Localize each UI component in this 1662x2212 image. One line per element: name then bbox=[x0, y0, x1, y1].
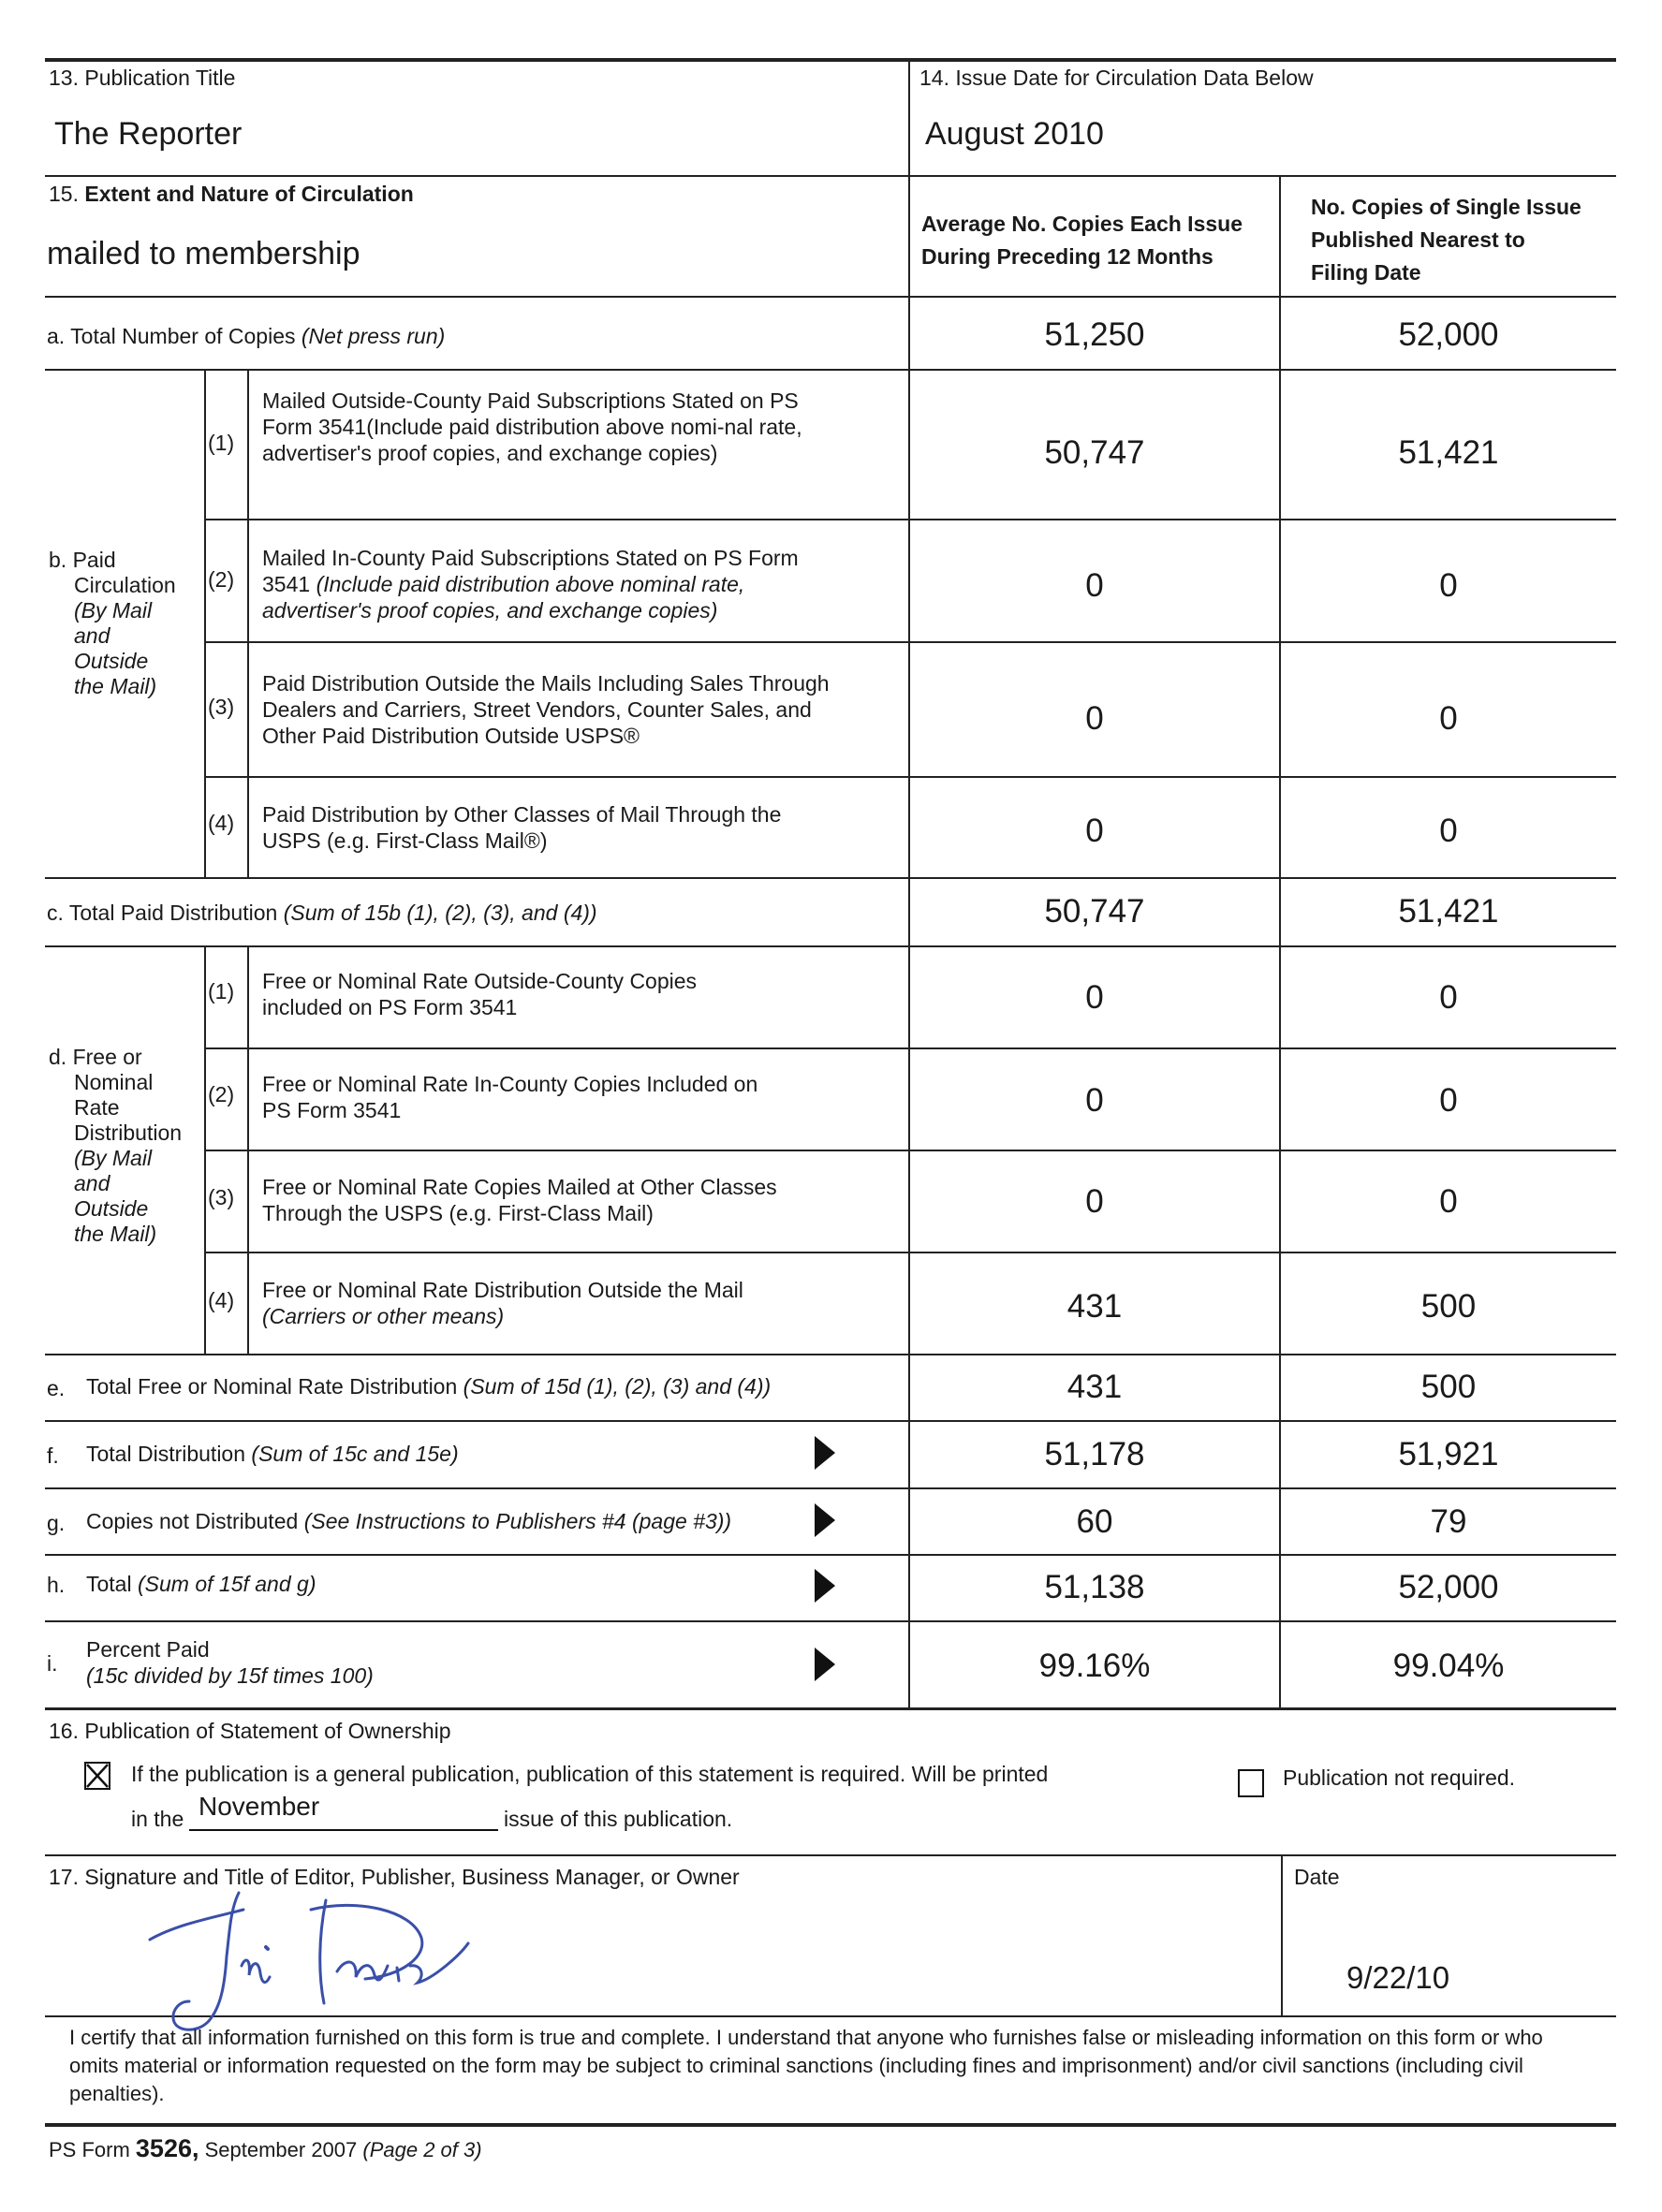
row-i-label bbox=[86, 1636, 374, 1689]
b1-number: (1) bbox=[208, 431, 235, 455]
row-i-single: 99.04% bbox=[1392, 1648, 1505, 1684]
group-b-label-line: and bbox=[74, 623, 110, 648]
group-d-label-line: Distribution bbox=[74, 1121, 183, 1145]
b3-avg: 0 bbox=[1085, 700, 1104, 737]
row-i-label-italic: (15c divided by 15f times 100) bbox=[86, 1663, 374, 1688]
col-d-letter bbox=[204, 945, 206, 1355]
certification-text: I certify that all information furnished on this form is true and complete. I understand that anyone who furnishes false or misleading information on this form or who omits material or information requested on the form may be subject to criminal sanctions (including fines and imprisonment) and/or civil sanctions (including civil penalties). bbox=[69, 2026, 1543, 2105]
rule-after-i bbox=[45, 1707, 1616, 1710]
b2-text-italic: (Include paid distribution above nominal rate, advertiser's proof copies, and exchange copies) bbox=[262, 572, 745, 623]
group-b-label-line: Circulation bbox=[74, 573, 176, 597]
row-h-arrow-icon bbox=[815, 1569, 835, 1603]
d4-avg: 431 bbox=[1066, 1288, 1123, 1325]
b1-single: 51,421 bbox=[1398, 434, 1499, 471]
extent-label bbox=[49, 182, 414, 207]
row-h-single: 52,000 bbox=[1398, 1569, 1499, 1605]
b4-avg: 0 bbox=[1085, 813, 1104, 849]
row-h-label-italic: (Sum of 15f and g) bbox=[137, 1572, 316, 1596]
row-i-label-text: Percent Paid bbox=[86, 1637, 210, 1662]
group-b-label-line: the Mail) bbox=[74, 674, 157, 698]
b2-text: Mailed In-County Paid Subscriptions Stated on PS Form 3541 bbox=[262, 546, 799, 596]
row-e-letter: e. bbox=[47, 1376, 66, 1400]
row-f-letter: f. bbox=[47, 1443, 59, 1468]
col-date-divider bbox=[1281, 1854, 1283, 2017]
group-d-label-line: the Mail) bbox=[74, 1222, 157, 1246]
group-d-label-line: d. Free or bbox=[49, 1045, 142, 1069]
row-f-label-italic: (Sum of 15c and 15e) bbox=[251, 1442, 459, 1466]
row-f-avg: 51,178 bbox=[1044, 1436, 1145, 1472]
b4-single: 0 bbox=[1439, 813, 1458, 849]
col2-header-line: Filing Date bbox=[1311, 260, 1421, 285]
b2-number: (2) bbox=[208, 567, 235, 592]
col-b-letter bbox=[204, 369, 206, 879]
rule-after-c bbox=[45, 945, 1616, 947]
row-g-label-italic: (See Instructions to Publishers #4 (page #3)) bbox=[303, 1509, 732, 1533]
extent-label-bold: Extent and Nature of Circulation bbox=[84, 182, 414, 206]
d4-number: (4) bbox=[208, 1288, 235, 1312]
col1-header-line: Average No. Copies Each Issue bbox=[921, 212, 1243, 236]
sec16-issue-suffix: issue of this publication. bbox=[504, 1807, 733, 1831]
group-d-label-line: (By Mail bbox=[74, 1146, 153, 1170]
row-a-single: 52,000 bbox=[1398, 316, 1499, 353]
form-footer bbox=[49, 2134, 482, 2163]
group-d-label-line: Rate bbox=[74, 1095, 120, 1120]
b4-number: (4) bbox=[208, 811, 235, 835]
signature-stroke-d bbox=[311, 1900, 422, 2003]
general-publication-checkbox[interactable] bbox=[84, 1762, 110, 1790]
group-b-label bbox=[49, 548, 176, 699]
sec16-label: 16. Publication of Statement of Ownership bbox=[49, 1719, 451, 1743]
row-f-arrow-icon bbox=[815, 1436, 835, 1470]
issue-date-label: 14. Issue Date for Circulation Data Below bbox=[919, 66, 1314, 90]
d2-text: Free or Nominal Rate In-County Copies Included on PS Form 3541 bbox=[262, 1072, 758, 1122]
d1-description bbox=[262, 968, 712, 1020]
extent-value: mailed to membership bbox=[47, 236, 360, 271]
row-g-single: 79 bbox=[1430, 1503, 1467, 1540]
d1-single: 0 bbox=[1439, 979, 1458, 1016]
footer-date: September 2007 bbox=[199, 2138, 363, 2161]
row-c-label-text: c. Total Paid Distribution bbox=[47, 901, 284, 925]
col1-header bbox=[921, 208, 1243, 273]
group-d-label bbox=[49, 1045, 182, 1247]
row-h-avg: 51,138 bbox=[1044, 1569, 1145, 1605]
row-c-label bbox=[47, 901, 597, 926]
b3-description bbox=[262, 670, 843, 749]
d3-avg: 0 bbox=[1085, 1183, 1104, 1220]
d3-description bbox=[262, 1174, 787, 1226]
d1-avg: 0 bbox=[1085, 979, 1104, 1016]
group-d-label-line: and bbox=[74, 1171, 110, 1195]
row-h-label-text: Total bbox=[86, 1572, 138, 1596]
row-f-label bbox=[86, 1442, 459, 1467]
b4-description bbox=[262, 801, 824, 854]
sec17-date-label: Date bbox=[1294, 1865, 1340, 1889]
b1-text: Mailed Outside-County Paid Subscriptions Stated on PS Form 3541(Include paid distribution above nomi-nal rate, advertiser's proof copies, and exchange copies) bbox=[262, 388, 802, 465]
d2-description bbox=[262, 1071, 787, 1123]
rule-b2 bbox=[204, 641, 1616, 643]
rule-after-d bbox=[45, 1354, 1616, 1355]
signature-stroke-ni bbox=[242, 1960, 270, 1983]
rule-b3 bbox=[204, 776, 1616, 778]
b1-avg: 50,747 bbox=[1044, 434, 1145, 471]
row-c-single: 51,421 bbox=[1398, 893, 1499, 930]
row-i-avg: 99.16% bbox=[1038, 1648, 1151, 1684]
col-d-num bbox=[247, 945, 249, 1355]
sec17-label: 17. Signature and Title of Editor, Publisher, Business Manager, or Owner bbox=[49, 1865, 740, 1889]
rule-before-footer bbox=[45, 2123, 1616, 2127]
b2-single: 0 bbox=[1439, 567, 1458, 604]
row-e-label bbox=[86, 1374, 771, 1399]
row-f-single: 51,921 bbox=[1398, 1436, 1499, 1472]
footer-prefix: PS Form bbox=[49, 2138, 136, 2161]
col2-header-line: No. Copies of Single Issue bbox=[1311, 195, 1581, 219]
sec16-issue-month: November bbox=[199, 1792, 320, 1821]
d4-single: 500 bbox=[1420, 1288, 1477, 1325]
rule-b1 bbox=[204, 519, 1616, 520]
d4-text: Free or Nominal Rate Distribution Outside the Mail bbox=[262, 1278, 743, 1302]
col2-header-line: Published Nearest to bbox=[1311, 227, 1525, 252]
sec17-date: 9/22/10 bbox=[1346, 1960, 1450, 1995]
row-e-avg: 431 bbox=[1066, 1369, 1123, 1405]
row-e-label-text: Total Free or Nominal Rate Distribution bbox=[86, 1374, 463, 1399]
rule-after-f bbox=[45, 1487, 1616, 1489]
d3-text: Free or Nominal Rate Copies Mailed at Other Classes Through the USPS (e.g. First-Class Mail) bbox=[262, 1175, 777, 1225]
rule-after-g bbox=[45, 1554, 1616, 1556]
rule-after-a bbox=[45, 369, 1616, 371]
col1-header-line: During Preceding 12 Months bbox=[921, 244, 1213, 269]
b3-text: Paid Distribution Outside the Mails Including Sales Through Dealers and Carriers, Street Vendors, Counter Sales, and Other Paid Distribution Outside USPS® bbox=[262, 671, 830, 748]
d2-avg: 0 bbox=[1085, 1082, 1104, 1119]
b4-text: Paid Distribution by Other Classes of Mail Through the USPS (e.g. First-Class Mail®) bbox=[262, 802, 782, 853]
d2-single: 0 bbox=[1439, 1082, 1458, 1119]
col-b-num bbox=[247, 369, 249, 879]
d4-text-italic: (Carriers or other means) bbox=[262, 1304, 505, 1328]
row-e-label-italic: (Sum of 15d (1), (2), (3) and (4)) bbox=[463, 1374, 772, 1399]
group-d-label-line: Outside bbox=[74, 1196, 149, 1221]
row-e-single: 500 bbox=[1420, 1369, 1477, 1405]
issue-date-value: August 2010 bbox=[925, 116, 1104, 152]
row-g-label-text: Copies not Distributed bbox=[86, 1509, 304, 1533]
d3-number: (3) bbox=[208, 1185, 235, 1209]
row-h-label bbox=[86, 1572, 316, 1597]
row-a-label-italic: (Net press run) bbox=[301, 324, 446, 348]
row-a-label bbox=[47, 324, 445, 349]
d2-number: (2) bbox=[208, 1082, 235, 1106]
publication-title-value: The Reporter bbox=[54, 116, 243, 152]
b3-number: (3) bbox=[208, 695, 235, 719]
not-required-checkbox[interactable] bbox=[1238, 1769, 1264, 1797]
row-c-label-italic: (Sum of 15b (1), (2), (3), and (4)) bbox=[283, 901, 597, 925]
rule-after-h bbox=[45, 1620, 1616, 1622]
sec16-not-required: Publication not required. bbox=[1283, 1765, 1516, 1790]
rule-d3 bbox=[204, 1252, 1616, 1253]
d3-single: 0 bbox=[1439, 1183, 1458, 1220]
d1-number: (1) bbox=[208, 979, 235, 1003]
rule-d1 bbox=[204, 1047, 1616, 1049]
rule-d2 bbox=[204, 1150, 1616, 1151]
row-i-letter: i. bbox=[47, 1651, 58, 1676]
col2-header bbox=[1311, 191, 1581, 289]
sec16-line1: If the publication is a general publication, publication of this statement is required. Will be printed bbox=[131, 1762, 1049, 1786]
rule-after-b bbox=[45, 877, 1616, 879]
row-a-avg: 51,250 bbox=[1044, 316, 1145, 353]
rule-after-title bbox=[45, 175, 1616, 177]
group-d-label-line: Nominal bbox=[74, 1070, 154, 1094]
group-b-label-line: Outside bbox=[74, 649, 149, 673]
row-f-label-text: Total Distribution bbox=[86, 1442, 252, 1466]
row-c-avg: 50,747 bbox=[1044, 893, 1145, 930]
rule-after-e bbox=[45, 1420, 1616, 1422]
b1-description bbox=[262, 388, 824, 466]
footer-page: (Page 2 of 3) bbox=[362, 2138, 482, 2161]
top-rule bbox=[45, 58, 1616, 62]
b3-single: 0 bbox=[1439, 700, 1458, 737]
row-i-arrow-icon bbox=[815, 1648, 835, 1681]
checkbox-x-icon bbox=[86, 1764, 109, 1788]
b2-description bbox=[262, 545, 824, 623]
row-g-letter: g. bbox=[47, 1511, 66, 1535]
footer-form-number: 3526, bbox=[135, 2134, 199, 2162]
group-b-label-line: (By Mail bbox=[74, 598, 153, 623]
row-g-label bbox=[86, 1509, 731, 1534]
b2-avg: 0 bbox=[1085, 567, 1104, 604]
sec16-in-the: in the bbox=[131, 1807, 184, 1831]
publication-title-label: 13. Publication Title bbox=[49, 66, 236, 90]
extent-label-prefix: 15. bbox=[49, 182, 85, 206]
d1-text: Free or Nominal Rate Outside-County Copies included on PS Form 3541 bbox=[262, 969, 698, 1019]
signature-stroke-dot bbox=[266, 1947, 268, 1949]
rule-after-extent bbox=[45, 296, 1616, 298]
sec16-issue-underline bbox=[189, 1829, 498, 1831]
col-divider-second bbox=[1279, 175, 1281, 1709]
row-g-arrow-icon bbox=[815, 1503, 835, 1537]
group-b-label-line: b. Paid bbox=[49, 548, 116, 572]
rule-after-16 bbox=[45, 1854, 1616, 1856]
row-h-letter: h. bbox=[47, 1573, 66, 1597]
signature-stroke-avis bbox=[337, 1943, 468, 1983]
d4-description bbox=[262, 1277, 787, 1329]
row-a-label-text: a. Total Number of Copies bbox=[47, 324, 302, 348]
row-g-avg: 60 bbox=[1076, 1503, 1113, 1540]
